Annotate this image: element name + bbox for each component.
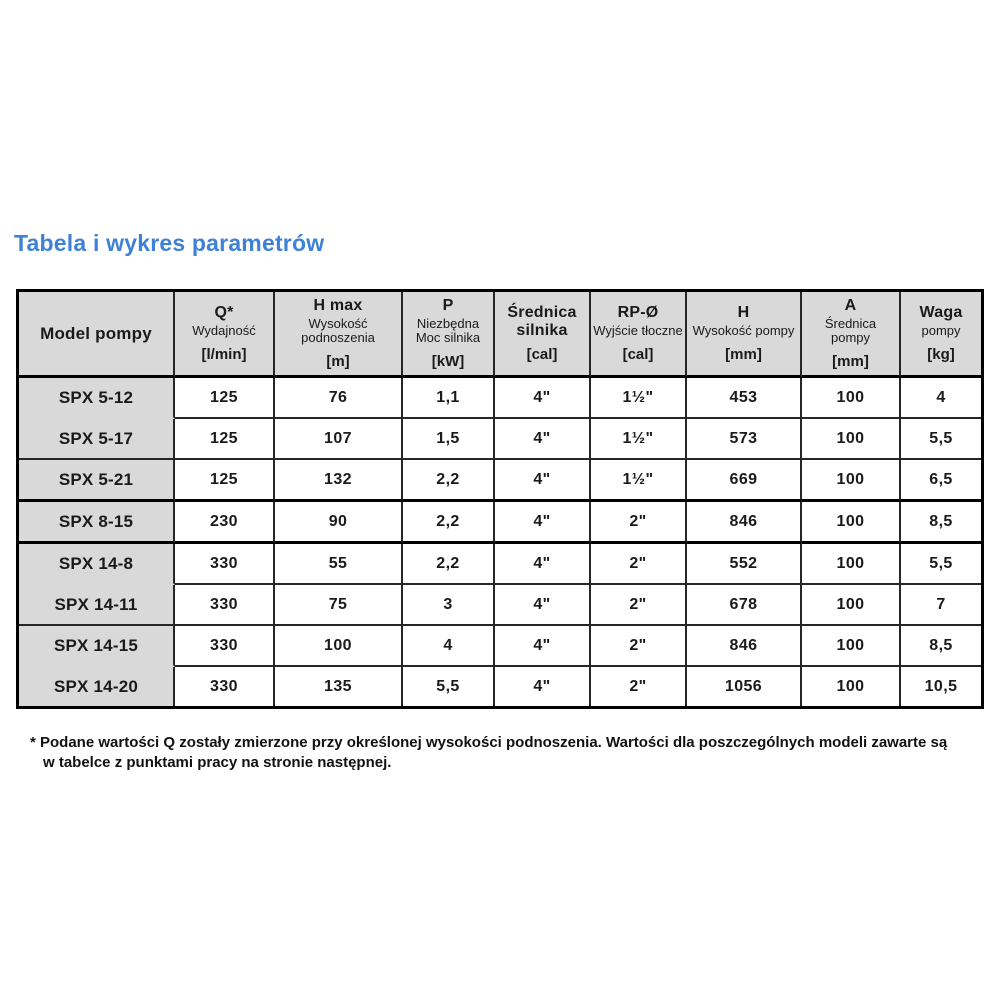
cell-h: 573: [687, 419, 802, 460]
header-subtitle: Wysokość pompy: [692, 322, 795, 338]
table-row: [19, 626, 981, 667]
cell-h: 552: [687, 544, 802, 585]
cell-hmax: 90: [275, 502, 403, 544]
header-subtitle: Średnica pompy: [824, 315, 877, 346]
cell-waga: 10,5: [924, 677, 958, 695]
cell-rp: 2": [591, 544, 687, 585]
model-cell: SPX 5-17: [19, 419, 175, 460]
column-header-motor-diameter: [495, 292, 591, 378]
header-unit: [m]: [326, 353, 350, 371]
column-header-model: [19, 292, 175, 378]
column-header-p: [403, 292, 495, 378]
cell-q: 330: [175, 585, 275, 626]
column-header-weight: [901, 292, 981, 378]
model-cell: SPX 8-15: [19, 502, 175, 544]
cell-p: 1,1: [403, 378, 495, 419]
header-title: H max: [313, 296, 363, 314]
header-unit: [mm]: [725, 345, 762, 363]
column-header-q: [175, 292, 275, 378]
cell-rp: 2": [591, 667, 687, 706]
cell-h: 669: [687, 460, 802, 502]
column-header-pump-diameter: [802, 292, 901, 378]
cell-p: 4: [403, 626, 495, 667]
parameters-table: [16, 289, 984, 709]
cell-hmax: 135: [275, 667, 403, 706]
cell-rp: 2": [591, 502, 687, 544]
model-cell: SPX 14-15: [19, 626, 175, 667]
cell-rp: 2": [591, 626, 687, 667]
header-unit: [cal]: [622, 345, 654, 363]
cell-rp: 1½": [591, 419, 687, 460]
header-title: H: [737, 304, 750, 322]
header-unit: [mm]: [832, 353, 869, 371]
footnote-line-1: * Podane wartości Q zostały zmierzone przy określonej wysokości podnoszenia. Wartości dla poszczególnych modeli zawarte są: [30, 734, 948, 751]
cell-a: 100: [802, 544, 901, 585]
page-title: Tabela i wykres parametrów: [14, 230, 325, 256]
cell-h: 1056: [687, 667, 802, 706]
cell-waga: 5,5: [901, 419, 981, 460]
cell-rp: 2": [591, 585, 687, 626]
cell-waga: 8,5: [901, 502, 981, 544]
cell-p: 2,2: [403, 502, 495, 544]
model-cell: SPX 14-11: [19, 585, 175, 626]
cell-a: 100: [802, 585, 901, 626]
model-cell: SPX 5-12: [19, 378, 175, 419]
cell-h: 678: [687, 585, 802, 626]
footnote-line-2: w tabelce z punktami pracy na stronie następnej.: [43, 754, 392, 772]
cell-a: 100: [802, 667, 901, 706]
footnote: [30, 733, 986, 774]
header-subtitle: Wydajność: [192, 322, 256, 338]
column-header-hmax: [275, 292, 403, 378]
cell-motor: 4": [495, 502, 591, 544]
cell-motor: 4": [495, 626, 591, 667]
table-row: [19, 502, 981, 544]
cell-p: 2,2: [403, 460, 495, 502]
table-row: [19, 378, 981, 419]
cell-q: 125: [175, 460, 275, 502]
header-unit: [kg]: [927, 345, 955, 363]
cell-p: 3: [403, 585, 495, 626]
header-subtitle: pompy: [921, 322, 961, 338]
cell-waga: 7: [901, 585, 981, 626]
header-title: Waga: [919, 304, 963, 322]
cell-a: 100: [802, 419, 901, 460]
header-subtitle: Niezbędna Moc silnika: [415, 315, 481, 346]
cell-motor: 4": [495, 585, 591, 626]
cell-rp: 1½": [591, 460, 687, 502]
cell-hmax: 55: [275, 544, 403, 585]
cell-rp: 1½": [591, 378, 687, 419]
cell-hmax: 76: [275, 378, 403, 419]
cell-h: 846: [687, 626, 802, 667]
header-row: [19, 292, 981, 378]
cell-waga: 4: [901, 378, 981, 419]
cell-a: 100: [802, 502, 901, 544]
cell-waga: 5,5: [901, 544, 981, 585]
cell-a: 100: [802, 626, 901, 667]
cell-motor: 4": [495, 460, 591, 502]
cell-motor: 4": [495, 667, 591, 706]
header-unit: [cal]: [526, 346, 558, 364]
cell-hmax: 107: [275, 419, 403, 460]
model-cell: SPX 5-21: [19, 460, 175, 502]
cell-q: 125: [175, 378, 275, 419]
cell-motor: 4": [495, 544, 591, 585]
cell-h: 453: [687, 378, 802, 419]
cell-h: 846: [687, 502, 802, 544]
cell-hmax: 75: [275, 585, 403, 626]
cell-hmax: 132: [275, 460, 403, 502]
table-row: [19, 419, 981, 460]
header-title: Średnica silnika: [507, 303, 577, 339]
column-header-outlet: [591, 292, 687, 378]
header-subtitle: Wyjście tłoczne: [593, 322, 683, 338]
cell-p: 1,5: [403, 419, 495, 460]
cell-q: 230: [175, 502, 275, 544]
table-row: [19, 667, 981, 706]
table-row: [19, 585, 981, 626]
header-unit: [l/min]: [201, 345, 247, 363]
header-title: Model pompy: [40, 323, 152, 343]
cell-hmax: 100: [275, 626, 403, 667]
header-title: Q*: [214, 304, 234, 322]
header-title: RP-Ø: [617, 304, 659, 322]
cell-p: 5,5: [403, 667, 495, 706]
model-cell: SPX 14-20: [19, 667, 175, 706]
table-row: [19, 460, 981, 502]
cell-q: 125: [175, 419, 275, 460]
cell-q: 330: [175, 667, 275, 706]
header-unit: [kW]: [431, 353, 465, 371]
cell-p: 2,2: [403, 544, 495, 585]
table-row: [19, 544, 981, 585]
cell-waga: 6,5: [901, 460, 981, 502]
header-subtitle: Wysokość podnoszenia: [301, 315, 375, 346]
cell-a: 100: [802, 460, 901, 502]
cell-a: 100: [802, 378, 901, 419]
cell-motor: 4": [495, 419, 591, 460]
cell-q: 330: [175, 544, 275, 585]
cell-q: 330: [175, 626, 275, 667]
cell-waga: 8,5: [901, 626, 981, 667]
column-header-pump-height: [687, 292, 802, 378]
model-cell: SPX 14-8: [19, 544, 175, 585]
header-title: A: [844, 296, 857, 314]
cell-motor: 4": [495, 378, 591, 419]
header-title: P: [442, 296, 454, 314]
